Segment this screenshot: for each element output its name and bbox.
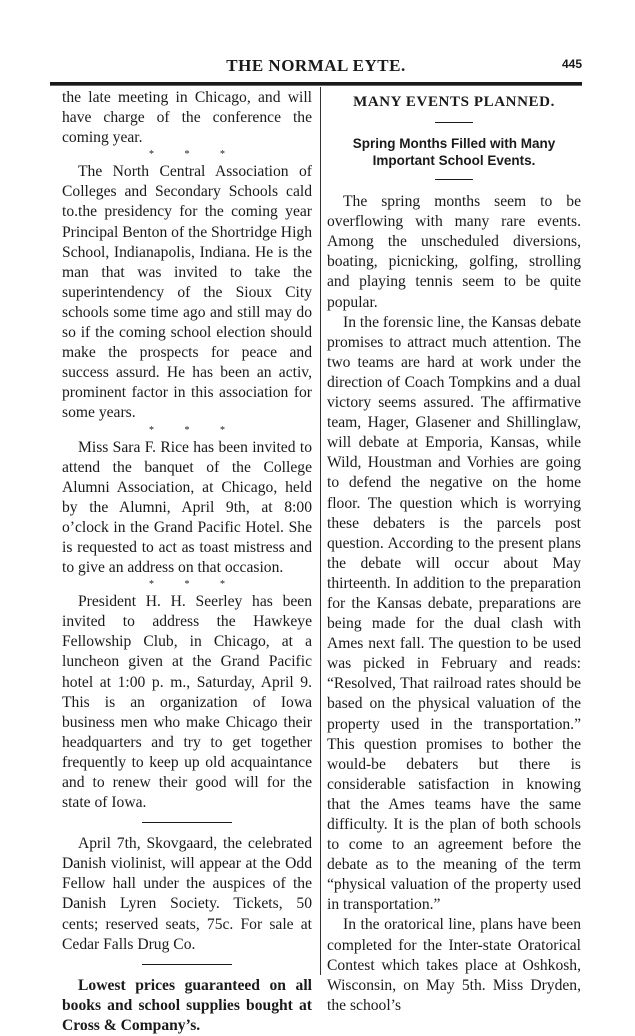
article-paragraph: In the forensic line, the Kansas debate promises to attract much attention. The two teams are hard at work under the direction of Coach Tompkins and a dual victory seems assured. The affirmative team, Hager, Glasener and Shillinglaw, will debate at Emporia, Kansas, while Wild, Houstman and Vorhies are going to defend the negative on the home floor. The question which is worrying these debaters is the parcels post question. According to the present plans the debate will occur about May thirteenth. In addition to the preparation for the Kansas debate, preparations are being made for the dual clash with Ames next fall. The question to be used was picked in February and reads: “Resolved, That railroad rates should be based on the physical valuation of the property used in the transportation.” This question promises to bother the would-be debaters but there is considerable satisfaction in knowing that the Ames teams have the same difficulty. It is the plan of both schools to come to an agreement before the debate as to the meaning of the term “physical valuation of the property used in transportation.” xyxy=(327,313,581,914)
article-sara-rice: Miss Sara F. Rice has been invited to attend the banquet of the College Alumni Association, at Chicago, held by the Alumni, April 9th, at 8:00 o’clock in the Grand Pacific Hotel. She is requested to act as toast mistress and to give an address on that occasion. xyxy=(62,438,312,577)
article-seerley: President H. H. Seerley has been invited to address the Hawkeye Fellowship Club, in Chicago, at a luncheon given at the Grand Pacific hotel at 1:00 p. m., Saturday, April 9. This is an organization of Iowa business men who make Chicago their headquarters and try to get together frequently to keep up old acquaintance and to renew their good will for the state of Iowa. xyxy=(62,593,312,812)
page-number: 445 xyxy=(561,57,582,71)
article-north-central: The North Central Association of Colleges and Secondary Schools cald to.the presidency for the coming year Principal Benton of the Shortridge High School, Indianapolis, Indiana. He is the man that was invited to take the superintendency of the Sioux City schools some time ago and still may do so if the coming school election should make the prospects for peace and success assurd. He has been an activ, prominent factor in this association for some years. xyxy=(62,163,312,422)
page-header xyxy=(50,56,582,80)
continued-text: the late meeting in Chicago, and will have charge of the conference the coming year. xyxy=(62,89,312,147)
subheadline-rule xyxy=(435,179,473,180)
article-paragraph: The spring months seem to be overflowing with many rare events. Among the unscheduled diversions, boating, picnicking, golfing, strolling and playing tennis seem to be quite popular. xyxy=(327,193,581,311)
section-rule xyxy=(142,822,232,823)
article-subheadline: Spring Months Filled with Many Important School Events. xyxy=(352,136,556,169)
star-separator: * * * xyxy=(149,579,239,591)
section-rule xyxy=(142,964,232,965)
advertisement: Lowest prices guaranteed on all books and school supplies bought at Cross & Company’s. xyxy=(62,976,312,1034)
header-rule xyxy=(50,82,582,86)
article-skovgaard: April 7th, Skovgaard, the celebrated Danish violinist, will appear at the Odd Fellow hall under the auspices of the Danish Lyren Society. Tickets, 50 cents; reserved seats, 75c. For sale at Cedar Falls Drug Co. xyxy=(62,835,312,953)
star-separator: * * * xyxy=(149,149,239,161)
left-column xyxy=(62,88,312,1036)
article-paragraph: In the oratorical line, plans have been completed for the Inter-state Oratorical Contest which takes place at Oshkosh, Wisconsin, on May 5th. Miss Dryden, the school’s xyxy=(327,916,581,1014)
column-divider xyxy=(320,87,321,975)
article-headline: MANY EVENTS PLANNED. xyxy=(353,94,555,110)
star-separator: * * * xyxy=(149,424,239,436)
right-column xyxy=(327,88,581,1016)
headline-rule xyxy=(435,122,473,123)
publication-title: THE NORMAL EYTE. xyxy=(226,56,406,75)
